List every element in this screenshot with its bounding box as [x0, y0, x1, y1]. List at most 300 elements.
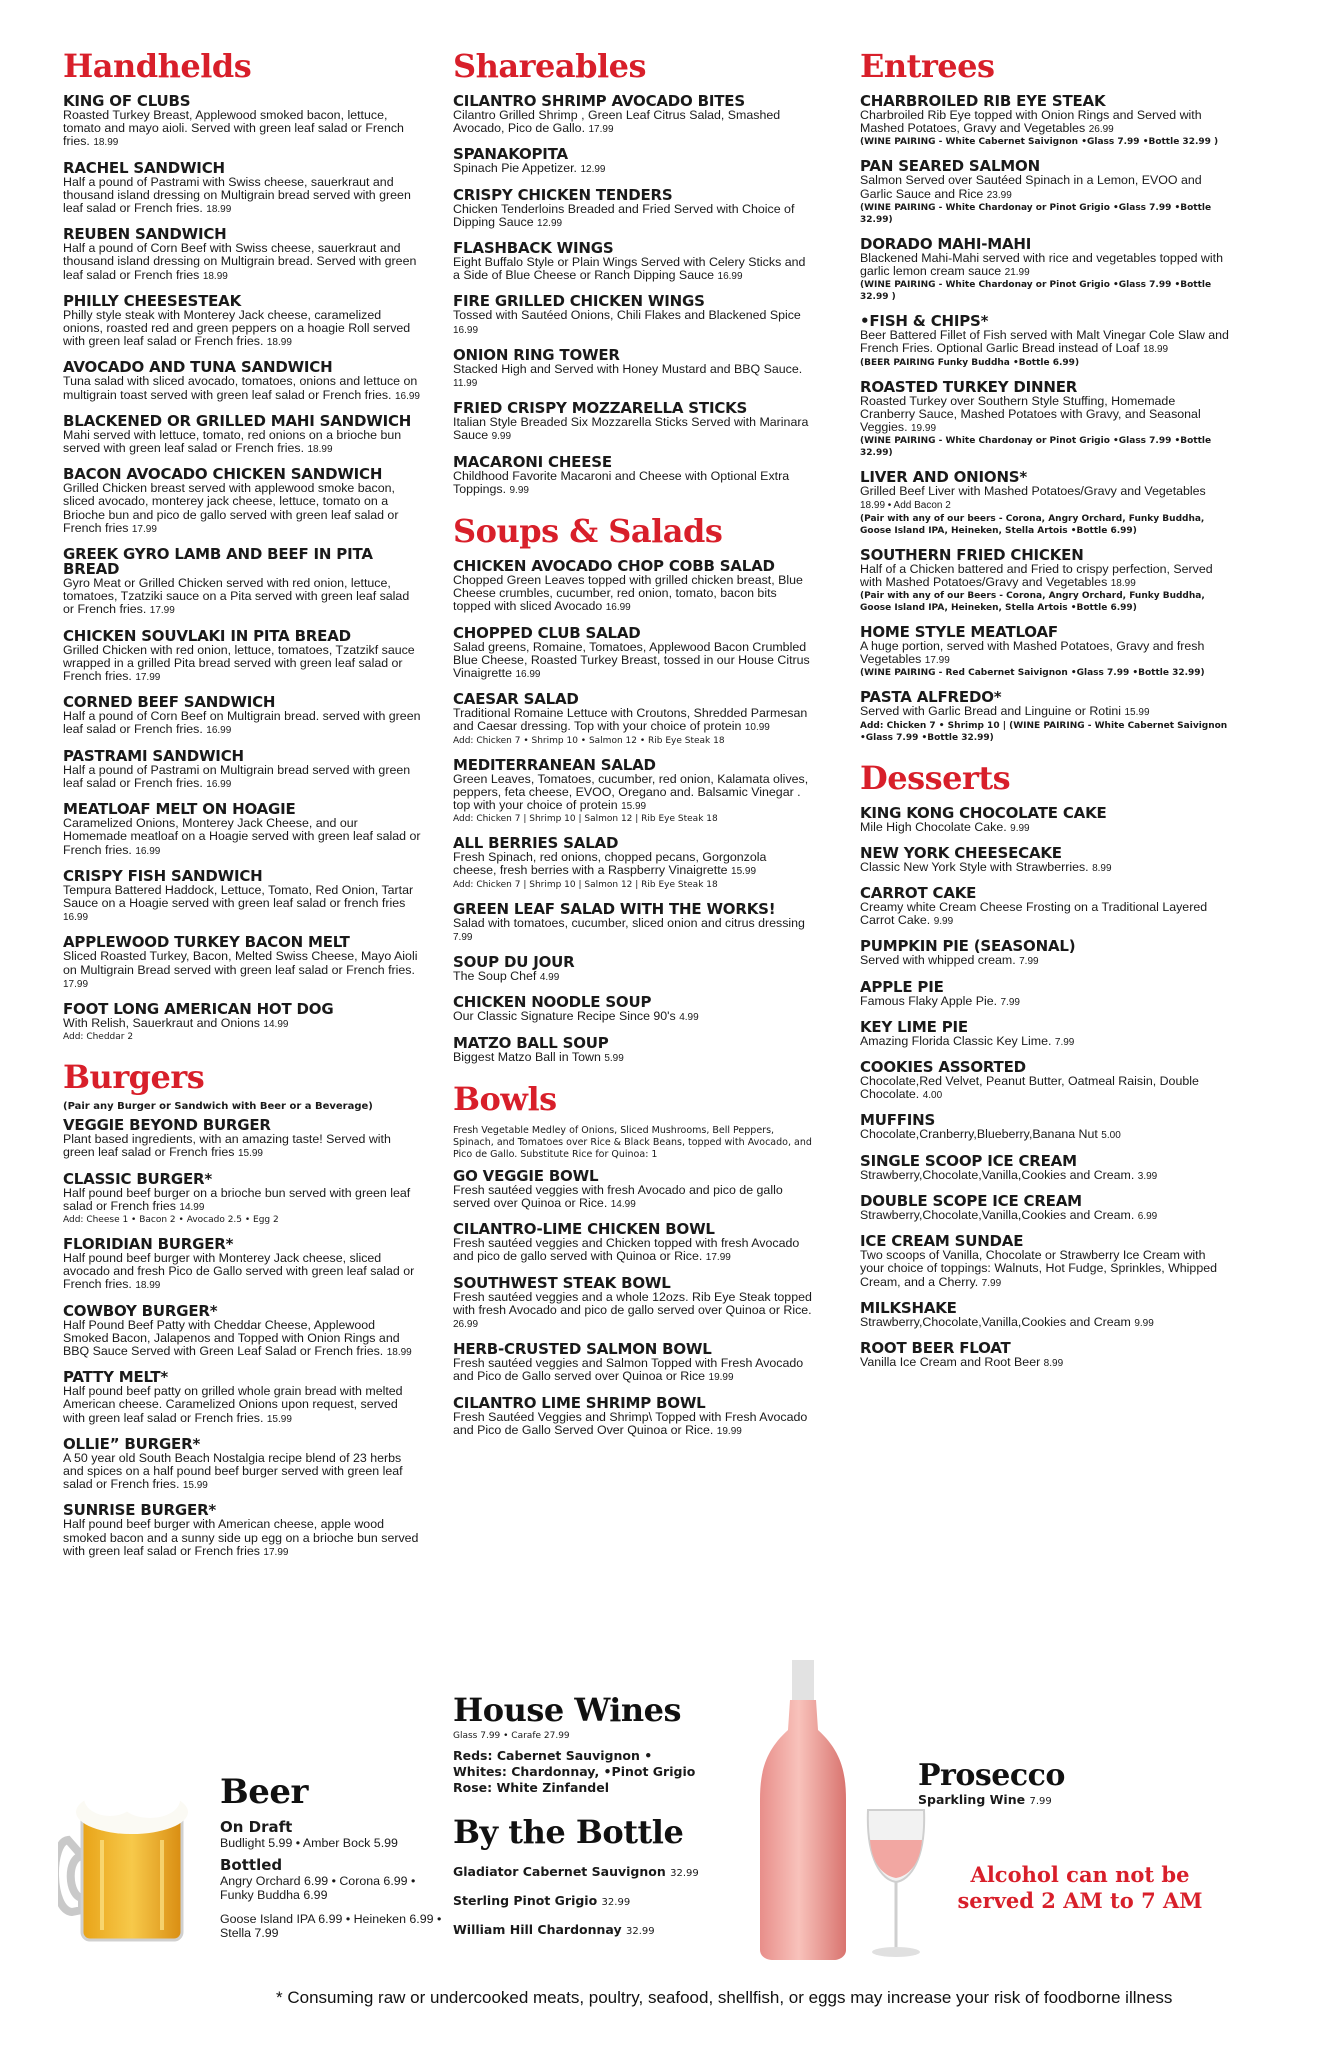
menu-item-desc-text: Tossed with Sautéed Onions, Chili Flakes and Blackened Spice — [453, 308, 801, 323]
bottle-list — [453, 1858, 783, 1945]
menu-item — [453, 1393, 813, 1438]
menu-item-price: 15.99 — [266, 1413, 292, 1425]
menu-item-price: 9.99 — [509, 484, 529, 496]
menu-item — [860, 377, 1230, 460]
menu-item-description — [453, 574, 813, 615]
menu-item — [453, 755, 813, 826]
menu-item-price: 9.99 — [933, 916, 954, 928]
beer-mug-image — [58, 1770, 208, 1948]
burgers-note: (Pair any Burger or Sandwich with Beer or a Beverage) — [63, 1101, 373, 1113]
menu-item — [453, 1222, 813, 1264]
handhelds-title: Handhelds — [63, 47, 252, 85]
bottle-item — [453, 1887, 783, 1916]
menu-item-desc-text: Sliced Roasted Turkey, Bacon, Melted Swiss Cheese, Mayo Aioli on Multigrain Bread served with green leaf salad or French fries. — [63, 949, 418, 977]
desserts-list — [860, 803, 1230, 1370]
menu-item-desc-text: The Soup Chef — [453, 969, 537, 984]
menu-item-name: •FISH & CHIPS* — [860, 312, 989, 331]
bowls-list — [453, 1166, 813, 1438]
menu-item-description — [63, 1319, 423, 1360]
menu-item-description — [860, 109, 1230, 136]
menu-item-description — [453, 970, 813, 984]
menu-item-name: RACHEL SANDWICH — [63, 158, 225, 177]
menu-item-description — [63, 950, 423, 991]
menu-item-price: 17.99 — [131, 523, 157, 535]
menu-item-name: PHILLY CHEESESTEAK — [63, 291, 242, 310]
menu-item-name: CRISPY FISH SANDWICH — [63, 866, 263, 885]
beer-draft-items: Budlight 5.99 • Amber Bock 5.99 — [220, 1836, 398, 1850]
menu-item-description — [63, 429, 423, 456]
menu-item-price: 17.99 — [149, 605, 175, 617]
soups-title: Soups & Salads — [453, 512, 723, 551]
menu-item-desc-text: Stacked High and Served with Honey Mustard and BBQ Sauce. — [453, 361, 803, 376]
menu-item-description — [453, 363, 813, 390]
menu-item-name: SOUTHERN FRIED CHICKEN — [860, 545, 1084, 564]
menu-item — [63, 1503, 423, 1559]
menu-item-desc-text: Strawberry,Chocolate,Vanilla,Cookies and Cream. — [860, 1167, 1135, 1182]
menu-item-desc-text: Our Classic Signature Recipe Since 90's — [453, 1009, 676, 1024]
menu-item-name: ICE CREAM SUNDAE — [860, 1232, 1024, 1251]
menu-item-name: ROASTED TURKEY DINNER — [860, 377, 1078, 396]
menu-item-name: ROOT BEER FLOAT — [860, 1338, 1011, 1357]
menu-item-description — [860, 640, 1230, 667]
menu-item-price: 9.99 — [1010, 822, 1030, 834]
menu-item-description — [63, 764, 423, 791]
menu-item-price: 16.99 — [515, 669, 541, 681]
menu-item-description — [63, 644, 423, 685]
menu-item — [860, 159, 1230, 225]
menu-item-description — [453, 1051, 813, 1065]
prosecco-sub: Sparkling Wine — [918, 1792, 1026, 1807]
menu-item-desc-text: Half pound beef patty on grilled whole grain bread with melted American cheese. Caramelized Onions upon request, served with green leaf salad or French fries. — [63, 1384, 403, 1425]
menu-item — [860, 314, 1230, 368]
menu-item-desc-text: Blackened Mahi-Mahi served with rice and vegetables topped with garlic lemon cream sauce — [860, 250, 1223, 279]
bottle-item-price: 32.99 — [625, 1926, 655, 1937]
menu-item-description — [63, 1385, 423, 1426]
menu-item-name: DORADO MAHI-MAHI — [860, 234, 1032, 253]
menu-item-desc-text: Mile High Chocolate Cake. — [860, 819, 1007, 834]
menu-item-price: 17.99 — [588, 124, 614, 136]
bottle-item-name: Sterling Pinot Grigio — [453, 1893, 598, 1908]
menu-item-name: CHARBROILED RIB EYE STEAK — [860, 92, 1106, 110]
menu-item-desc-text: Roasted Turkey Breast, Applewood smoked bacon, lettuce, tomato and mayo aioli. Served with green leaf salad or French fries. — [63, 108, 404, 149]
menu-item — [63, 802, 423, 858]
menu-item-desc-text: Two scoops of Vanilla, Chocolate or Strawberry Ice Cream with your choice of toppings: Walnuts, Hot Fudge, Sprinkles, Whipped Cream, and a Cherry. — [860, 1248, 1217, 1289]
menu-item-desc-text: Traditional Romaine Lettuce with Croutons, Shredded Parmesan and Caesar dressing. Top with your choice of protein — [453, 706, 808, 734]
menu-item-name: MEATLOAF MELT ON HOAGIE — [63, 800, 296, 819]
menu-item-price: 15.99 — [182, 1480, 208, 1492]
menu-item-description — [453, 256, 813, 283]
menu-item-price: 16.99 — [717, 271, 743, 283]
menu-item-name: SOUTHWEST STEAK BOWL — [453, 1273, 671, 1292]
menu-item — [860, 470, 1230, 536]
menu-item-description — [63, 482, 423, 536]
menu-item-desc-text: Chicken Tenderloins Breaded and Fried Served with Choice of Dipping Sauce — [453, 201, 795, 229]
menu-item-price: 14.99 — [179, 1201, 205, 1213]
menu-item-name: VEGGIE BEYOND BURGER — [63, 1116, 271, 1135]
menu-item-price: 15.99 — [621, 801, 647, 813]
prosecco-price: 7.99 — [1029, 1796, 1052, 1807]
menu-item-extra: Add: Cheddar 2 — [63, 1032, 134, 1043]
menu-item-price: 8.99 — [1092, 862, 1112, 874]
menu-item-description — [860, 861, 1230, 875]
menu-item-desc-text: Grilled Beef Liver with Mashed Potatoes/Gravy and Vegetables — [860, 484, 1206, 499]
menu-item-price: 12.99 — [537, 217, 563, 229]
menu-item-extra: (Pair with any of our beers - Corona, Angry Orchard, Funky Buddha, Goose Island IPA, Heineken, Stella Artois •Bottle 6.99) — [860, 513, 1205, 536]
menu-item-description — [860, 1249, 1230, 1290]
menu-item-desc-text: Tempura Battered Haddock, Lettuce, Tomato, Red Onion, Tartar Sauce on a Hoagie served with green leaf salad or french fries — [63, 882, 414, 910]
shareables-title: Shareables — [453, 47, 646, 85]
entrees-list — [860, 94, 1230, 744]
menu-item — [860, 234, 1230, 303]
menu-item-desc-text: Amazing Florida Classic Key Lime. — [860, 1033, 1052, 1048]
beer-section — [220, 1772, 470, 1940]
menu-item-price: 10.99 — [744, 722, 770, 734]
menu-item-name: GO VEGGIE BOWL — [453, 1166, 599, 1185]
menu-item-description — [860, 901, 1230, 928]
menu-item-name: CHICKEN NOODLE SOUP — [453, 993, 652, 1012]
menu-item — [63, 866, 423, 925]
handhelds-list — [63, 94, 423, 1043]
menu-item-description — [453, 109, 813, 136]
menu-item — [63, 935, 423, 991]
menu-item-description — [453, 470, 813, 497]
menu-item-desc-text: Creamy white Cream Cheese Frosting on a Traditional Layered Carrot Cake. — [860, 900, 1208, 928]
menu-item-description — [860, 252, 1230, 279]
bottle-item-price: 32.99 — [601, 1897, 631, 1908]
column-left — [63, 40, 423, 1570]
menu-item-price: 17.99 — [135, 672, 161, 684]
menu-item-description — [453, 917, 813, 944]
menu-item-extra: Add: Chicken 7 • Shrimp 10 • Salmon 12 • Rib Eye Steak 18 — [453, 735, 725, 746]
menu-item-description — [63, 1133, 423, 1160]
menu-item — [453, 899, 813, 944]
menu-item-price: 16.99 — [63, 912, 89, 924]
menu-item-price: 14.99 — [610, 1198, 636, 1210]
column-right — [860, 40, 1230, 1381]
menu-item-description — [453, 707, 813, 734]
menu-item-name: FLASHBACK WINGS — [453, 239, 614, 258]
menu-item-description — [860, 485, 1230, 512]
menu-item-price: 12.99 — [580, 164, 606, 176]
menu-item — [453, 401, 813, 443]
menu-item — [860, 625, 1230, 679]
menu-item — [860, 939, 1230, 968]
beer-bottled-items-2: Goose Island IPA 6.99 • Heineken 6.99 • Stella 7.99 — [220, 1912, 442, 1940]
menu-item-description — [453, 773, 813, 814]
menu-item-description — [453, 1237, 813, 1264]
menu-item-extra: Add: Chicken 7 | Shrimp 10 | Salmon 12 | Rib Eye Steak 18 — [453, 814, 718, 825]
bowls-intro: Fresh Vegetable Medley of Onions, Sliced Mushrooms, Bell Peppers, Spinach, and Tomatoes over Rice & Black Beans, topped with Avocado, and Pico de Gallo. Substitute Rice for Quinoa: 1 — [453, 1124, 812, 1160]
menu-item-name: MUFFINS — [860, 1111, 936, 1130]
menu-item — [63, 467, 423, 536]
menu-item-name: GREEN LEAF SALAD WITH THE WORKS! — [453, 899, 776, 918]
menu-item — [63, 1434, 423, 1493]
menu-item — [860, 1017, 1230, 1049]
menu-item-desc-text: Salad greens, Romaine, Tomatoes, Applewood Bacon Crumbled Blue Cheese, Roasted Turkey Breast, tossed in our House Citrus Vinaigrette — [453, 639, 810, 681]
menu-item-description — [860, 1209, 1230, 1223]
menu-item-desc-text: Grilled Chicken with red onion, lettuce, tomatoes, Tzatzikf sauce wrapped in a grilled Pita bread served with green leaf salad or French fries. — [63, 642, 415, 684]
house-wines-prices: Glass 7.99 • Carafe 27.99 — [453, 1731, 570, 1741]
menu-item-name: KING OF CLUBS — [63, 92, 191, 110]
menu-item-price: 19.99 — [708, 1372, 734, 1384]
menu-item-description — [63, 710, 423, 737]
menu-item-price: 26.99 — [1088, 124, 1114, 136]
menu-item-description — [860, 995, 1230, 1009]
menu-item-price: 7.99 — [453, 931, 473, 943]
menu-item — [860, 94, 1230, 148]
menu-item-desc-text: Half Pound Beef Patty with Cheddar Cheese, Applewood Smoked Bacon, Jalapenos and Topped with Onion Rings and BBQ Sauce Served with Green Leaf Salad or French fries. — [63, 1317, 400, 1358]
menu-item — [860, 1234, 1230, 1290]
menu-item-desc-text: Classic New York Style with Strawberries. — [860, 859, 1089, 874]
menu-item-name: FOOT LONG AMERICAN HOT DOG — [63, 999, 334, 1018]
menu-item-desc-text: Grilled Chicken breast served with applewood smoke bacon, sliced avocado, monterey jack cheese, lettuce, tomato on a Brioche bun and pico de gallo served with green leaf salad or French fries — [63, 481, 399, 535]
footer-disclaimer: * Consuming raw or undercooked meats, poultry, seafood, shellfish, or eggs may increase your risk of foodborne illness — [276, 1988, 1173, 2007]
soups-list — [453, 559, 813, 1065]
menu-item-name: REUBEN SANDWICH — [63, 225, 227, 244]
menu-item-description — [860, 174, 1230, 201]
desserts-title: Desserts — [860, 758, 1011, 797]
menu-item-description — [453, 1184, 813, 1211]
menu-item-description — [63, 1452, 423, 1493]
menu-item-description — [860, 395, 1230, 436]
menu-item-name: FRIED CRISPY MOZZARELLA STICKS — [453, 399, 748, 418]
menu-item-price: 6.99 — [1137, 1210, 1158, 1222]
menu-item — [453, 559, 813, 615]
menu-item-price: 16.99 — [135, 845, 161, 857]
menu-item — [860, 1298, 1230, 1330]
menu-item-name: PUMPKIN PIE (SEASONAL) — [860, 937, 1076, 956]
menu-item-desc-text: Vanilla Ice Cream and Root Beer — [860, 1354, 1041, 1369]
menu-item-name: CHOPPED CLUB SALAD — [453, 623, 641, 642]
menu-item-name: DOUBLE SCOPE ICE CREAM — [860, 1191, 1082, 1210]
menu-item-price: 16.99 — [605, 602, 631, 614]
menu-item-desc-text: Fresh sautéed veggies and Salmon Topped with Fresh Avocado and Pico de Gallo served over Quinoa or Rice — [453, 1356, 804, 1384]
menu-item-description — [453, 1010, 813, 1024]
menu-item-name: KING KONG CHOCOLATE CAKE — [860, 803, 1107, 822]
menu-item-price: 7.99 — [1019, 956, 1039, 968]
menu-item-price: 11.99 — [453, 378, 478, 390]
menu-item-description — [860, 1316, 1230, 1330]
menu-item-desc-text: Mahi served with lettuce, tomato, red onions on a brioche bun served with green leaf salad or French fries. — [63, 427, 402, 456]
menu-item-price: 18.99 — [386, 1346, 412, 1358]
prosecco-section — [918, 1760, 1218, 1807]
menu-item-price: 18.99 — [1110, 577, 1136, 589]
menu-item-name: FIRE GRILLED CHICKEN WINGS — [453, 292, 705, 311]
menu-item-name: SOUP DU JOUR — [453, 953, 575, 972]
bottle-item-name: William Hill Chardonnay — [453, 1922, 622, 1937]
menu-item-price: 18.99 — [135, 1280, 161, 1292]
menu-item-description — [63, 1518, 423, 1559]
menu-item-price: 9.99 — [1134, 1317, 1154, 1329]
menu-item-name: MILKSHAKE — [860, 1298, 957, 1317]
menu-item-name: CRISPY CHICKEN TENDERS — [453, 185, 673, 204]
menu-item-price: 18.99 • Add Bacon 2 — [860, 500, 951, 512]
menu-item-desc-text: Cilantro Grilled Shrimp , Green Leaf Citrus Salad, Smashed Avocado, Pico de Gallo. — [453, 108, 781, 136]
menu-item-extra: Add: Chicken 7 • Shrimp 10 | (WINE PAIRING - White Cabernet Saivignon •Glass 7.99 •Bottle 32.99) — [860, 720, 1228, 743]
menu-item — [860, 886, 1230, 928]
menu-item-desc-text: Beer Battered Fillet of Fish served with Malt Vinegar Cole Slaw and French Fries. Optional Garlic Bread instead of Loaf — [860, 328, 1229, 356]
menu-item-price: 7.99 — [1000, 996, 1020, 1008]
menu-item-desc-text: Chopped Green Leaves topped with grilled chicken breast, Blue Cheese crumbles, cucumber, red onion, tomato, bacon bits topped with sliced Avocado — [453, 573, 803, 614]
menu-item-desc-text: Chocolate,Red Velvet, Peanut Butter, Oatmeal Raisin, Double Chocolate. — [860, 1074, 1199, 1102]
menu-item-name: MEDITERRANEAN SALAD — [453, 755, 656, 774]
menu-item-price: 18.99 — [202, 270, 228, 282]
menu-item-desc-text: With Relish, Sauerkraut and Onions — [63, 1015, 260, 1030]
menu-item-desc-text: Plant based ingredients, with an amazing taste! Served with green leaf salad or French fries — [63, 1132, 391, 1160]
menu-item-name: PATTY MELT* — [63, 1368, 169, 1387]
alcohol-hours-note: Alcohol can not be served 2 AM to 7 AM — [957, 1862, 1203, 1913]
menu-item-price: 15.99 — [1124, 707, 1150, 719]
menu-item-extra: (WINE PAIRING - Red Cabernet Saivignon •Glass 7.99 •Bottle 32.99) — [860, 668, 1205, 679]
menu-item — [63, 158, 423, 217]
menu-item — [63, 291, 423, 350]
menu-item-desc-text: Fresh Sautéed Veggies and Shrimp\ Topped with Fresh Avocado and Pico de Gallo Served Over Quinoa or Rice. — [453, 1409, 808, 1437]
menu-item-description — [63, 242, 423, 283]
menu-item-name: PASTA ALFREDO* — [860, 688, 1002, 707]
menu-item — [63, 411, 423, 456]
menu-item-price: 9.99 — [491, 431, 512, 443]
menu-item-price: 16.99 — [394, 390, 420, 402]
menu-item — [63, 360, 423, 402]
menu-item-description — [453, 162, 813, 176]
wine-bottle-image — [760, 1660, 930, 1960]
menu-item-price: 7.99 — [981, 1277, 1002, 1289]
menu-item-name: COOKIES ASSORTED — [860, 1058, 1026, 1077]
menu-item-extra: (WINE PAIRING - White Chardonay or Pinot Grigio •Glass 7.99 •Bottle 32.99) — [860, 202, 1212, 225]
column-middle — [453, 40, 813, 1449]
menu-item-price: 3.99 — [1137, 1170, 1158, 1182]
menu-item-price: 18.99 — [307, 444, 333, 456]
menu-item-price: 16.99 — [206, 778, 232, 790]
menu-item — [453, 623, 813, 682]
entrees-title: Entrees — [860, 47, 995, 85]
menu-item-description — [860, 1035, 1230, 1049]
menu-item-name: BLACKENED OR GRILLED MAHI SANDWICH — [63, 411, 412, 430]
menu-item — [63, 695, 423, 737]
menu-item-name: CILANTRO SHRIMP AVOCADO BITES — [453, 92, 745, 110]
menu-item-desc-text: Half pound beef burger on a brioche bun served with green leaf salad or French fries — [63, 1185, 411, 1213]
menu-item-desc-text: Half pound beef burger with American cheese, apple wood smoked bacon and a sunny side up egg on a brioche bun served with green leaf salad or French fries — [63, 1517, 419, 1558]
bottle-item — [453, 1916, 783, 1945]
menu-item-name: HOME STYLE MEATLOAF — [860, 623, 1058, 642]
menu-item-name: SPANAKOPITA — [453, 145, 568, 164]
menu-item-description — [860, 1169, 1230, 1183]
menu-item-name: FLORIDIAN BURGER* — [63, 1234, 234, 1253]
menu-item-name: CARROT CAKE — [860, 884, 977, 903]
menu-item — [860, 803, 1230, 835]
menu-item-desc-text: Salmon Served over Sautéed Spinach in a Lemon, EVOO and Garlic Sauce and Rice — [860, 173, 1202, 201]
beer-title: Beer — [220, 1772, 308, 1812]
menu-item — [453, 452, 813, 497]
menu-item — [860, 843, 1230, 875]
menu-item-name: ALL BERRIES SALAD — [453, 834, 619, 853]
menu-item-desc-text: Roasted Turkey over Southern Style Stuffing, Homemade Cranberry Sauce, Mashed Potatoes with Gravy, and Seasonal Veggies. — [860, 393, 1201, 435]
menu-item-description — [63, 1187, 423, 1214]
menu-item-description — [453, 203, 813, 230]
menu-item-desc-text: Served with whipped cream. — [860, 953, 1016, 968]
menu-item-name: SINGLE SCOOP ICE CREAM — [860, 1151, 1077, 1170]
menu-item-price: 5.99 — [604, 1052, 624, 1064]
menu-item — [453, 1342, 813, 1384]
menu-item-description — [63, 1017, 423, 1031]
menu-item-desc-text: Salad with tomatoes, cucumber, sliced onion and citrus dressing — [453, 915, 805, 930]
menu-item — [860, 1191, 1230, 1223]
menu-item-description — [453, 641, 813, 682]
menu-item-name: CAESAR SALAD — [453, 690, 579, 709]
menu-item-desc-text: Biggest Matzo Ball in Town — [453, 1049, 601, 1064]
bowls-title: Bowls — [453, 1079, 557, 1118]
menu-item-name: CLASSIC BURGER* — [63, 1169, 213, 1188]
menu-item-desc-text: Strawberry,Chocolate,Vanilla,Cookies and Cream. — [860, 1207, 1135, 1222]
menu-item-desc-text: Fresh sautéed veggies and Chicken topped with fresh Avocado and pico de gallo served with Quinoa or Rice. — [453, 1236, 800, 1264]
menu-item-description — [860, 563, 1230, 590]
menu-item-name: AVOCADO AND TUNA SANDWICH — [63, 358, 333, 377]
menu-item-description — [63, 109, 423, 150]
house-wines-rose: Rose: White Zinfandel — [453, 1780, 609, 1795]
menu-item — [453, 345, 813, 390]
menu-item — [63, 1118, 423, 1160]
menu-item-desc-text: Fresh sautéed veggies with fresh Avocado and pico de gallo served over Quinoa or Rice. — [453, 1182, 783, 1210]
menu-item — [453, 185, 813, 230]
menu-item-name: CORNED BEEF SANDWICH — [63, 693, 276, 712]
menu-item — [453, 294, 813, 336]
menu-item-price: 7.99 — [1054, 1036, 1075, 1048]
menu-item-extra: Add: Cheese 1 • Bacon 2 • Avocado 2.5 • Egg 2 — [63, 1214, 279, 1225]
menu-item — [63, 1169, 423, 1226]
beer-bottled-items-1: Angry Orchard 6.99 • Corona 6.99 • Funky Buddha 6.99 — [220, 1874, 416, 1902]
menu-item-desc-text: A huge portion, served with Mashed Potatoes, Gravy and fresh Vegetables — [860, 639, 1205, 667]
menu-item-desc-text: Half of a Chicken battered and Fried to crispy perfection, Served with Mashed Potatoes/Gravy and Vegetables — [860, 561, 1213, 589]
menu-item — [63, 547, 423, 618]
menu-item-price: 23.99 — [986, 189, 1012, 201]
bottle-item — [453, 1858, 783, 1887]
menu-item — [63, 227, 423, 283]
menu-item-description — [63, 309, 423, 350]
menu-item-extra: (WINE PAIRING - White Chardonay or Pinot Grigio •Glass 7.99 •Bottle 32.99) — [860, 436, 1212, 459]
menu-item-price: 16.99 — [206, 725, 232, 737]
menu-item-name: APPLEWOOD TURKEY BACON MELT — [63, 933, 350, 952]
menu-item — [453, 692, 813, 746]
menu-item-desc-text: Fresh sautéed veggies and a whole 12ozs. Rib Eye Steak topped with fresh Avocado and pico de gallo served over Quinoa or Rice. — [453, 1289, 812, 1317]
menu-item — [453, 1166, 813, 1211]
menu-item-name: CHICKEN SOUVLAKI IN PITA BREAD — [63, 626, 351, 645]
menu-item — [63, 1370, 423, 1426]
menu-item-name: PASTRAMI SANDWICH — [63, 746, 244, 765]
menu-item-name: CILANTRO LIME SHRIMP BOWL — [453, 1393, 706, 1412]
menu-item-name: HERB-CRUSTED SALMON BOWL — [453, 1340, 712, 1359]
menu-item-price: 18.99 — [93, 137, 119, 149]
menu-item — [860, 545, 1230, 614]
menu-item-description — [453, 1357, 813, 1384]
menu-item — [63, 94, 423, 150]
menu-item-price: 4.99 — [679, 1012, 699, 1024]
menu-item-desc-text: Half a pound of Corn Beef on Multigrain bread. served with green leaf salad or French fries. — [63, 709, 421, 737]
menu-item-desc-text: Strawberry,Chocolate,Vanilla,Cookies and Cream — [860, 1314, 1131, 1329]
menu-item-name: COWBOY BURGER* — [63, 1301, 218, 1320]
menu-item-price: 17.99 — [63, 978, 89, 990]
shareables-list — [453, 94, 813, 497]
menu-item-desc-text: Fresh Spinach, red onions, chopped pecans, Gorgonzola cheese, fresh berries with a Raspberry Vinaigrette — [453, 850, 767, 878]
menu-item-price: 5.00 — [1101, 1130, 1121, 1142]
menu-item-name: LIVER AND ONIONS* — [860, 468, 1028, 487]
prosecco-line — [918, 1792, 1218, 1807]
menu-item-description — [63, 577, 423, 618]
menu-item-desc-text: Half a pound of Corn Beef with Swiss cheese, sauerkraut and thousand island dressing on Multigrain bread. Served with green leaf salad or French fries — [63, 241, 417, 282]
menu-item-name: PAN SEARED SALMON — [860, 157, 1040, 176]
menu-item-name: KEY LIME PIE — [860, 1017, 968, 1036]
menu-item-price: 8.99 — [1043, 1357, 1064, 1369]
menu-item-extra: (WINE PAIRING - White Chardonay or Pinot Grigio •Glass 7.99 •Bottle 32.99 ) — [860, 280, 1212, 303]
